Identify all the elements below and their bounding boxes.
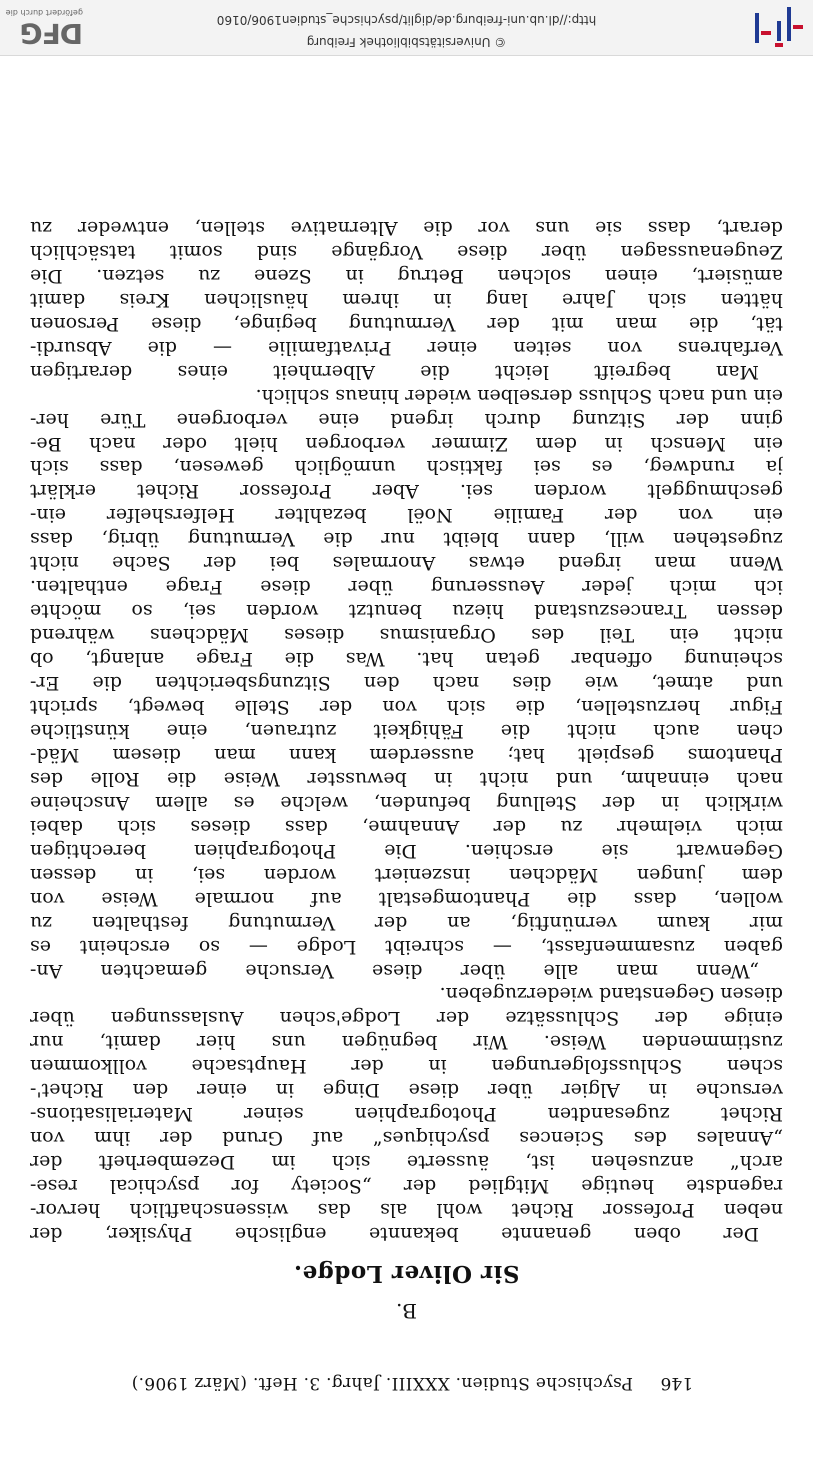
dfg-logo-caption: gefördert durch die [5, 8, 83, 17]
text-line: wirklich in der Stellung befunden, welche es allem Anscheine [30, 791, 783, 814]
running-header [53, 1369, 693, 1393]
text-line: geschmuggelt worden sei. Aber Professor Richet erklärt [30, 480, 783, 503]
text-line: nicht ein Teil des Organismus dieses Mädchens während [30, 624, 783, 647]
text-line: scheinung offenbar getan hat. Was die Frage anlangt, ob [30, 648, 783, 671]
text-line: wollen, dass die Phantomgestalt auf normale Weise von [30, 887, 783, 910]
document-url-link[interactable]: http://dl.ub.uni-freiburg.de/diglit/psychische_studien1906/0160 [216, 13, 597, 27]
text-line: Wenn man irgend etwas Anormales bei der Sache nicht [30, 552, 783, 575]
page-number: 146 [660, 1373, 693, 1393]
text-line: schen Schlussfolgerungen in der Hauptsache vollkommen [30, 1055, 783, 1078]
text-line: versuche in Algier über diese Dinge in einer den Richet'- [30, 1079, 783, 1102]
text-line: neben Professor Richet wohl als das wissenschaftlich hervor- [30, 1199, 783, 1222]
section-letter: B. [395, 1299, 418, 1323]
text-line: derart, dass sie uns vor die Alternative stellen, entweder zu [30, 216, 783, 239]
text-line: Phantoms gespielt hat; ausserdem kann man diesem Mäd- [30, 743, 783, 766]
text-line: und atmet, wie dies nach den Sitzungsberichten die Er- [30, 672, 783, 695]
text-line: zustimmenden Weise. Wir begnügen uns hier damit, nur [30, 1031, 783, 1054]
text-line: ragendste heutige Mitglied der „Society for psychical rese- [30, 1175, 783, 1198]
text-line: „Wenn man alle über diese Versuche gemachten An- [30, 959, 759, 982]
text-line: dem jungen Mädchen inszeniert worden sei, in dessen [30, 863, 783, 886]
text-line: dessen Tranceszustand hiezu benutzt worden sei, so möchte [30, 600, 783, 623]
text-line: nach einnahm, und nicht in bewusster Weise die Rolle des [30, 767, 783, 790]
section-title: Sir Oliver Lodge. [293, 1260, 520, 1287]
text-line: diesen Gegenstand wiederzugeben. [439, 983, 783, 1006]
footer-bar [0, 0, 813, 56]
text-line: ginn der Sitzung durch irgend eine verborgene Türe her- [30, 408, 783, 431]
text-line: Verfahrens von seiten einer Privatfamilie — die Absurdi- [30, 336, 783, 359]
text-line: arch“ anzusehen ist, äusserte sich im Dezemberheft der [30, 1151, 783, 1174]
text-line: mir kaum vernünftig, an der Vermutung festhalten zu [30, 911, 783, 934]
text-line: Man begreift leicht die Albernheit eines derartigen [30, 360, 759, 383]
body-text [30, 215, 783, 1245]
text-line: tät, die man mit der Vermutung beginge, diese Personen [30, 312, 783, 335]
text-line: zugestehen will, dann bleibt nur die Vermutung übrig, dass [30, 528, 783, 551]
text-line: ein und nach Schluss derselben wieder hinaus schlich. [255, 384, 783, 407]
text-line: ein von der Familie Noël bezahlter Helfershelfer ein- [30, 504, 783, 527]
text-line: Der oben genannte bekannte englische Physiker, der [30, 1223, 759, 1245]
text-line: Figur herzustellen, die sich von der Stelle bewegt, spricht [30, 696, 783, 719]
text-line: Zeugenaussagen über diese Vorgänge sind somit tatsächlich [30, 240, 783, 263]
text-line: hätten sich Jahre lang in ihrem häuslichen Kreis damit [30, 288, 783, 311]
text-line: Gegenwart sie erschien. Die Photographien berechtigen [30, 839, 783, 862]
text-line: ja rundweg, es sei faktisch unmöglich gewesen, dass sich [30, 456, 783, 479]
text-line: Richet zugesandten Photographien seiner Materialisations- [30, 1103, 783, 1126]
text-line: ein Mensch in dem Zimmer verborgen hielt oder nach Be- [30, 432, 783, 455]
text-line: chen auch nicht die Fähigkeit zutrauen, eine künstliche [30, 719, 783, 742]
dfg-logo-wordmark: DFG [20, 17, 83, 50]
text-line: amüsiert, einen solchen Betrug in Szene zu setzen. Die [30, 264, 783, 287]
text-line: mich vielmehr zu der Annahme, dass dieses sich dabei [30, 815, 783, 838]
copyright-text: © Universitätsbibliothek Freiburg [306, 35, 507, 49]
text-line: gaben zusammenfasst, — schreibt Lodge — so erscheint es [30, 935, 783, 958]
text-line: einige der Schlussätze der Lodge'schen Auslassungen über [30, 1007, 783, 1030]
text-line: ich mich jeder Aeusserung über diese Frage enthalten. [30, 576, 783, 599]
dfg-logo [3, 3, 83, 50]
text-line: „Annales des Sciences psychiques“ auf Grund der ihm von [30, 1127, 783, 1150]
running-head-text: Psychische Studien. XXXIII. Jahrg. 3. Heft. (März 1906.) [131, 1373, 633, 1393]
